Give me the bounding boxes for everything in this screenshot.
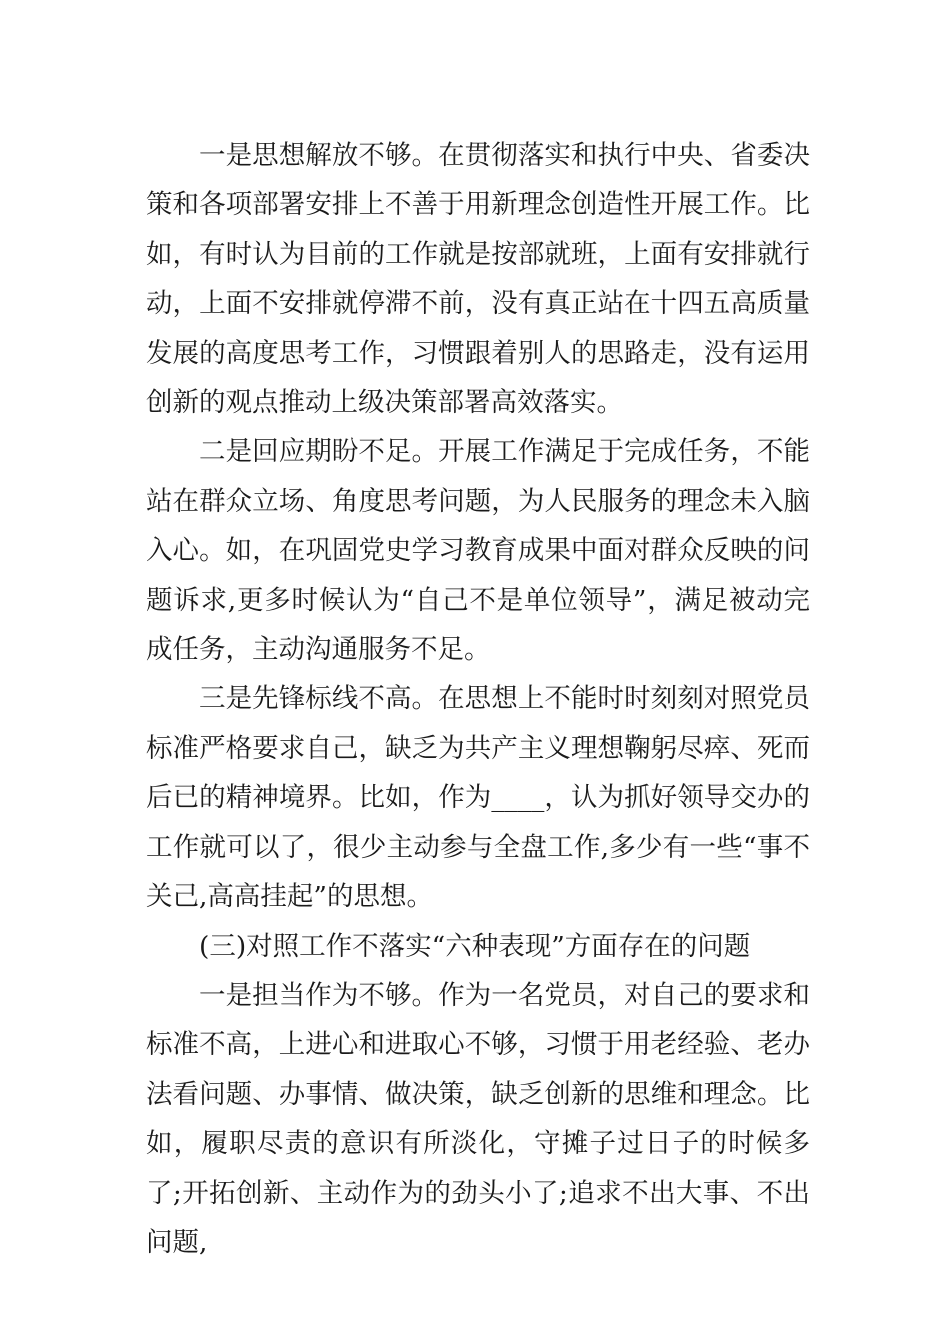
paragraph-vanguard-standard: 三是先锋标线不高。在思想上不能时时刻刻对照党员标准严格要求自己，缺乏为共产主义理想鞠躬尽瘁、死而后已的精神境界。比如，作为____，认为抓好领导交办的工作就可以了，很少主动参与全盘工作,多少有一些“事不关己,高高挂起”的思想。 [146, 683, 810, 913]
paragraph-responsibility: 一是担当作为不够。作为一名党员，对自己的要求和标准不高，上进心和进取心不够，习惯于用老经验、老办法看问题、办事情、做决策，缺乏创新的思维和理念。比如，履职尽责的意识有所淡化，守摊子过日子的时候多了;开拓创新、主动作为的劲头小了;追求不出大事、不出问题, [146, 979, 810, 1258]
document-body [146, 131, 810, 1267]
paragraph-response-expectations: 二是回应期盼不足。开展工作满足于完成任务，不能站在群众立场、角度思考问题，为人民服务的理念未入脑入心。如，在巩固党史学习教育成果中面对群众反映的问题诉求,更多时候认为“自己不是单位领导”，满足被动完成任务，主动沟通服务不足。 [146, 436, 810, 666]
paragraph-thought-emancipation: 一是思想解放不够。在贯彻落实和执行中央、省委决策和各项部署安排上不善于用新理念创造性开展工作。比如，有时认为目前的工作就是按部就班，上面有安排就行动，上面不安排就停滞不前，没有真正站在十四五高质量发展的高度思考工作，习惯跟着别人的思路走，没有运用创新的观点推动上级决策部署高效落实。 [146, 140, 810, 419]
section-heading-six-manifestations: (三)对照工作不落实“六种表现”方面存在的问题 [199, 930, 751, 962]
